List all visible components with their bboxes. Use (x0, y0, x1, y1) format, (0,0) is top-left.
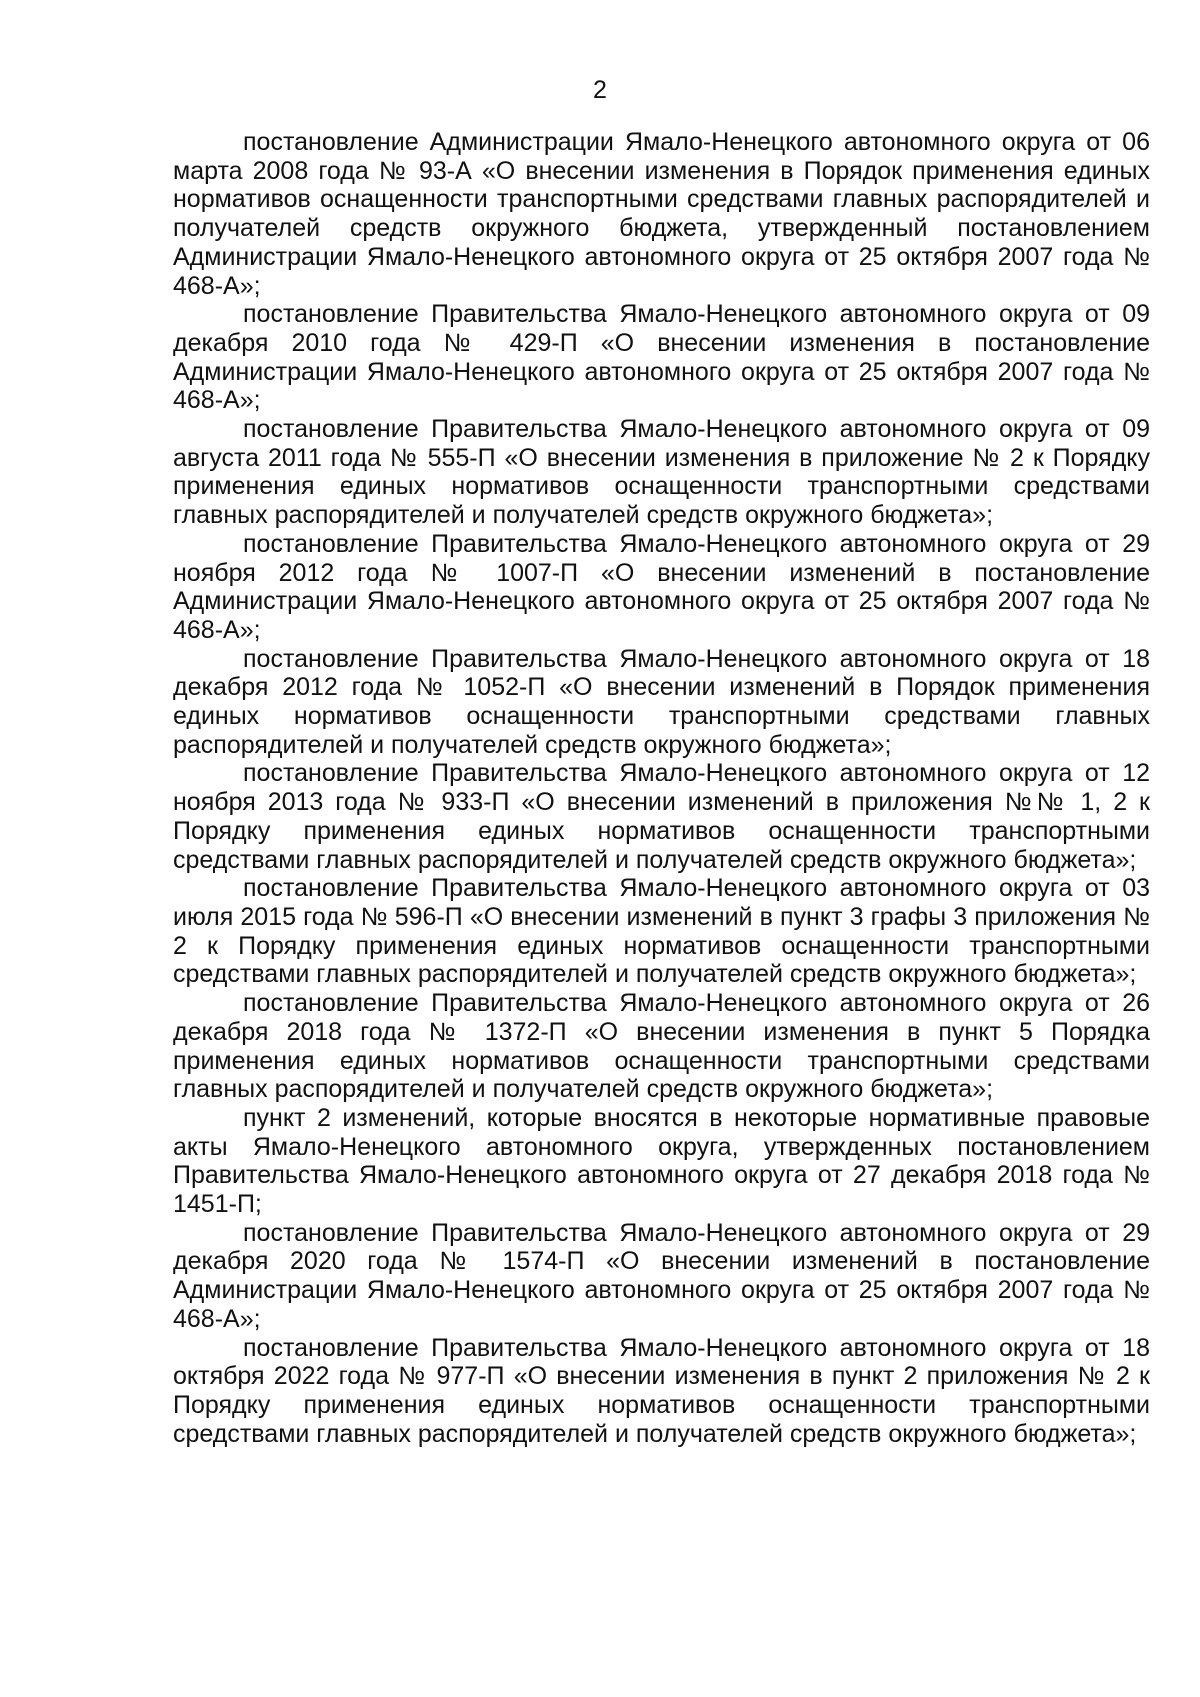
list-item: постановление Правительства Ямало-Ненецкого автономного округа от 26 декабря 2018 года № 1372-П «О внесении изменения в пункт 5 Порядка применения единых нормативов оснащенности транспортными средствами главных распорядителей и получателей средств окружного бюджета»; (173, 989, 1150, 1104)
document-body (173, 128, 1150, 1448)
list-item: постановление Правительства Ямало-Ненецкого автономного округа от 18 октября 2022 года № 977-П «О внесении изменения в пункт 2 приложения № 2 к Порядку применения единых нормативов оснащенности транспортными средствами главных распорядителей и получателей средств окружного бюджета»; (173, 1333, 1150, 1448)
list-item: постановление Правительства Ямало-Ненецкого автономного округа от 18 декабря 2012 года № 1052-П «О внесении изменений в Порядок применения единых нормативов оснащенности транспортными средствами главных распорядителей и получателей средств окружного бюджета»; (173, 644, 1150, 759)
list-item: постановление Правительства Ямало-Ненецкого автономного округа от 03 июля 2015 года № 596-П «О внесении изменений в пункт 3 графы 3 приложения № 2 к Порядку применения единых нормативов оснащенности транспортными средствами главных распорядителей и получателей средств окружного бюджета»; (173, 874, 1150, 989)
list-item: постановление Правительства Ямало-Ненецкого автономного округа от 29 декабря 2020 года № 1574-П «О внесении изменений в постановление Администрации Ямало-Ненецкого автономного округа от 25 октября 2007 года № 468-А»; (173, 1218, 1150, 1333)
page-number: 2 (593, 76, 607, 104)
list-item: постановление Правительства Ямало-Ненецкого автономного округа от 12 ноября 2013 года № 933-П «О внесении изменений в приложения №№ 1, 2 к Порядку применения единых нормативов оснащенности транспортными средствами главных распорядителей и получателей средств окружного бюджета»; (173, 759, 1150, 874)
list-item: пункт 2 изменений, которые вносятся в некоторые нормативные правовые акты Ямало-Ненецкого автономного округа, утвержденных постановлением Правительства Ямало-Ненецкого автономного округа от 27 декабря 2018 года № 1451-П; (173, 1103, 1150, 1219)
list-item: постановление Администрации Ямало-Ненецкого автономного округа от 06 марта 2008 года № 93-А «О внесении изменения в Порядок применения единых нормативов оснащенности транспортными средствами главных распорядителей и получателей средств окружного бюджета, утвержденный постановлением Администрации Ямало-Ненецкого автономного округа от 25 октября 2007 года № 468-А»; (173, 128, 1150, 300)
list-item: постановление Правительства Ямало-Ненецкого автономного округа от 29 ноября 2012 года № 1007-П «О внесении изменений в постановление Администрации Ямало-Ненецкого автономного округа от 25 октября 2007 года № 468-А»; (173, 529, 1150, 644)
list-item: постановление Правительства Ямало-Ненецкого автономного округа от 09 декабря 2010 года № 429-П «О внесении изменения в постановление Администрации Ямало-Ненецкого автономного округа от 25 октября 2007 года № 468-А»; (173, 300, 1150, 415)
list-item: постановление Правительства Ямало-Ненецкого автономного округа от 09 августа 2011 года № 555-П «О внесении изменения в приложение № 2 к Порядку применения единых нормативов оснащенности транспортными средствами главных распорядителей и получателей средств окружного бюджета»; (173, 415, 1150, 530)
